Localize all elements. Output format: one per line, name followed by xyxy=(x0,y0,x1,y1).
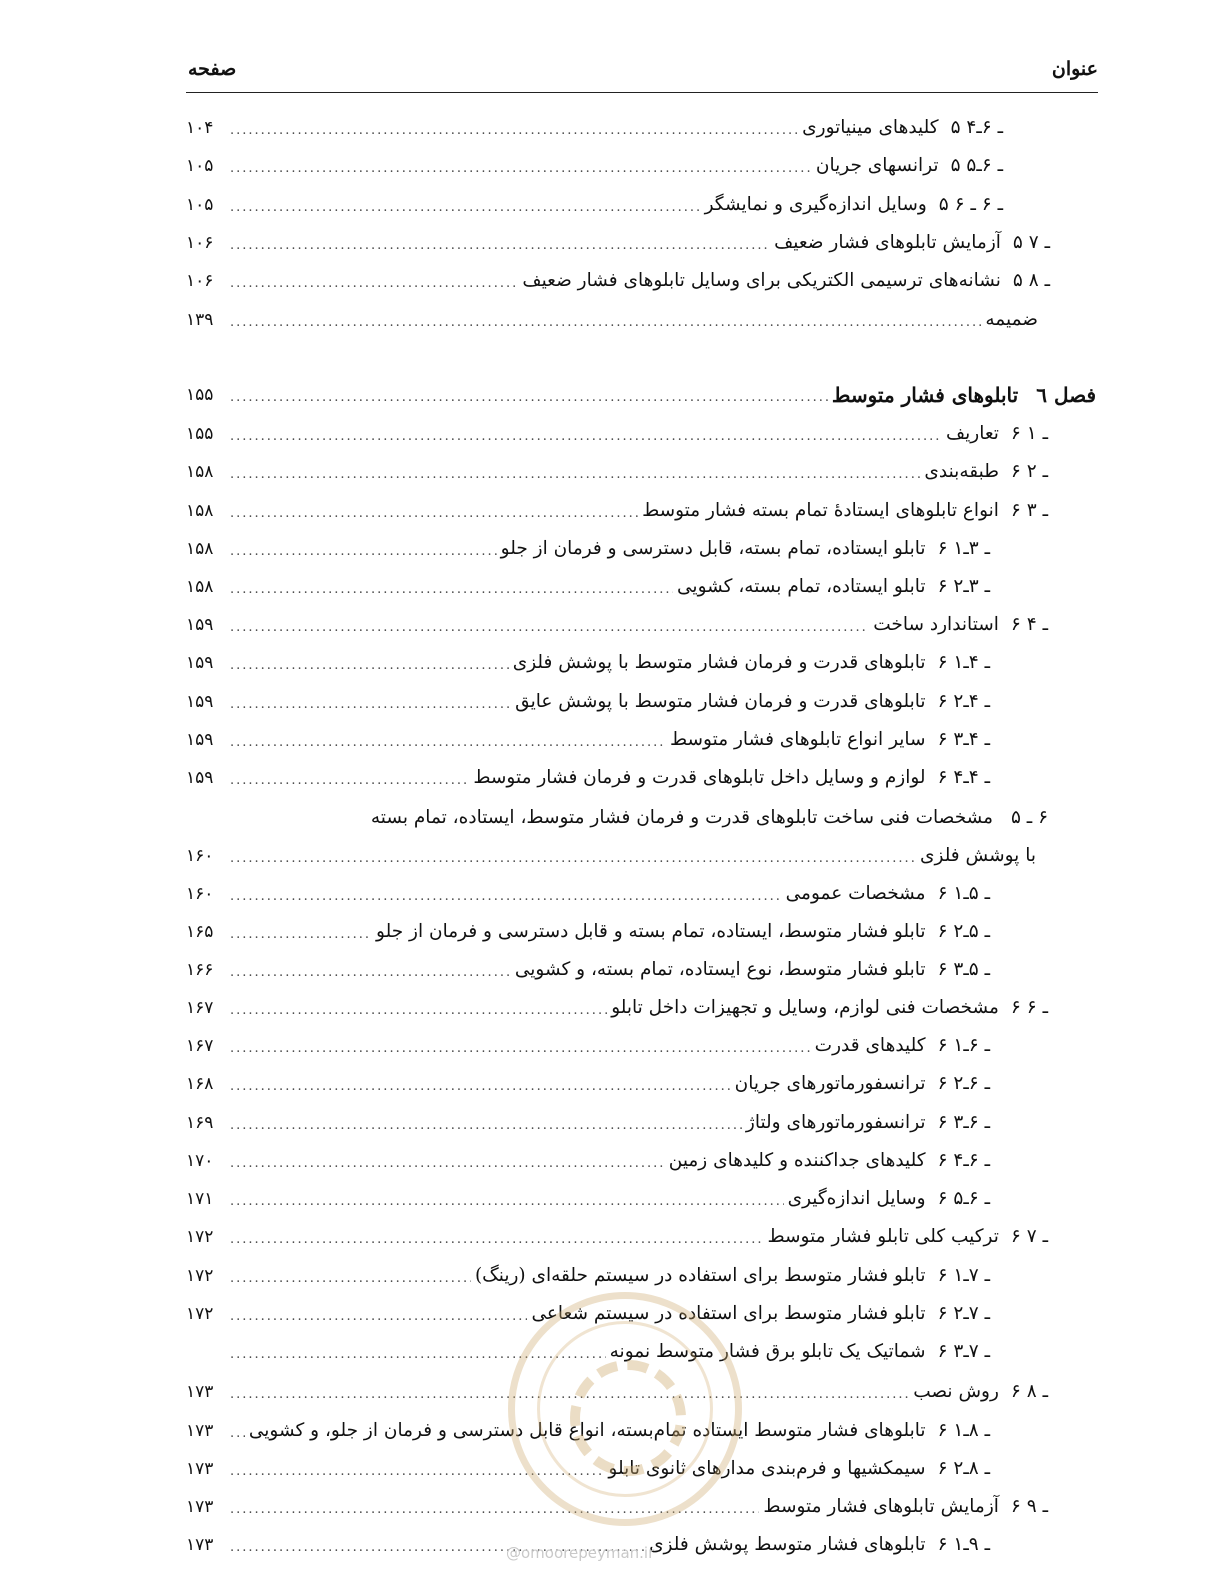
toc-entry xyxy=(186,725,990,755)
toc-title: لوازم و وسایل داخل تابلوهای قدرت و فرمان فشار متوسط xyxy=(473,767,926,788)
toc-number: ۶ ـ ۶ـ۴ xyxy=(937,1150,990,1171)
gear-icon xyxy=(570,1360,686,1476)
toc-title: آزمایش تابلوهای فشار متوسط xyxy=(763,1496,999,1517)
toc-page-number: ۱۷۲ xyxy=(186,1266,214,1286)
leader-dots xyxy=(230,266,518,296)
toc-number: ۶ ـ ۳ xyxy=(1010,500,1048,521)
toc-entry xyxy=(186,1108,990,1138)
toc-entry xyxy=(186,1031,990,1061)
toc-entry xyxy=(186,534,990,564)
toc-page-number: ۱۶۶ xyxy=(186,960,214,980)
toc-title: تابلو فشار متوسط، ایستاده، تمام بسته و قابل دسترسی و فرمان از جلو xyxy=(376,921,926,942)
toc-page-number: ۱۷۳ xyxy=(186,1421,214,1441)
leader-dots xyxy=(230,228,770,258)
toc-title: کلیدهای جداکننده و کلیدهای زمین xyxy=(668,1150,926,1171)
toc-number: ۶ ـ ۶ـ۳ xyxy=(937,1112,990,1133)
toc-chapter-heading xyxy=(186,380,1096,410)
toc-title: کلیدهای قدرت xyxy=(814,1035,926,1056)
toc-page-number: ۱۵۸ xyxy=(186,539,214,559)
toc-title: ترانسفورماتورهای جریان xyxy=(734,1073,926,1094)
toc-title: ترکیب کلی تابلو فشار متوسط xyxy=(767,1226,999,1247)
toc-entry xyxy=(186,266,1050,296)
leader-dots xyxy=(230,113,798,143)
toc-number: ۶ ـ ۸ـ۲ xyxy=(937,1458,990,1479)
toc-page-number: ۱۷۳ xyxy=(186,1459,214,1479)
toc-title: تابلوهای فشار متوسط پوشش فلزی xyxy=(649,1534,926,1555)
toc-number: ۶ ـ ۷ xyxy=(1010,1226,1048,1247)
toc-page-number: ۱۵۹ xyxy=(186,692,214,712)
toc-title: مشخصات فنی لوازم، وسایل و تجهیزات داخل تابلو xyxy=(611,997,999,1018)
toc-title: نشانه‌های ترسیمی الکتریکی برای وسایل تابلوهای فشار ضعیف xyxy=(522,270,1001,291)
leader-dots xyxy=(230,572,673,602)
toc-title: تابلو فشار متوسط برای استفاده در سیستم حلقه‌ای (رینگ) xyxy=(474,1265,926,1286)
toc-title: تابلو فشار متوسط برای استفاده در سیستم شعاعی xyxy=(531,1303,926,1324)
toc-number: ۶ ـ ۳ـ۱ xyxy=(937,538,990,559)
toc-number: ۵ ـ ۸ xyxy=(1012,270,1050,291)
toc-page-number: ۱۶۸ xyxy=(186,1074,214,1094)
toc-number: ۶ ـ ۳ـ۲ xyxy=(937,576,990,597)
toc-title: تابلوهای قدرت و فرمان فشار متوسط با پوشش عایق xyxy=(515,691,926,712)
toc-page-number: ۱۰۶ xyxy=(186,233,214,253)
toc-number: ۶ ـ ۵ـ۱ xyxy=(937,883,990,904)
toc-number: ۵ ـ ۶ـ۵ xyxy=(950,155,1003,176)
leader-dots xyxy=(230,380,828,410)
toc-number: ۵ ـ ۶ـ۴ xyxy=(950,117,1003,138)
toc-entry xyxy=(186,955,990,985)
toc-entry xyxy=(186,419,1048,449)
toc-title: سایر انواع تابلوهای فشار متوسط xyxy=(670,729,926,750)
header-page-label: صفحه xyxy=(188,58,237,80)
toc-number: ۶ ـ ۵ xyxy=(1010,807,1048,828)
toc-page-number: ۱۶۷ xyxy=(186,1036,214,1056)
leader-dots xyxy=(230,725,666,755)
toc-page-number: ۱۷۲ xyxy=(186,1227,214,1247)
toc-number: ۶ ـ ۴ xyxy=(1010,614,1048,635)
toc-page-number: ۱۰۵ xyxy=(186,156,214,176)
toc-title: تابلوهای فشار متوسط xyxy=(831,383,1019,407)
toc-entry xyxy=(186,917,990,947)
toc-title: با پوشش فلزی xyxy=(920,845,1036,866)
toc-page-number: ۱۵۵ xyxy=(186,424,214,444)
toc-title: کلیدهای مینیاتوری xyxy=(802,117,939,138)
toc-number: ۶ ـ ۶ xyxy=(1010,997,1048,1018)
header-rule xyxy=(186,92,1098,93)
toc-number: ۶ ـ ۷ـ۱ xyxy=(937,1265,990,1286)
toc-page-number: ۱۰۶ xyxy=(186,271,214,291)
toc-page-number: ۱۵۹ xyxy=(186,768,214,788)
toc-entry xyxy=(186,228,1050,258)
toc-title: تابلو فشار متوسط، نوع ایستاده، تمام بسته، و کشویی xyxy=(514,959,926,980)
toc-title: روش نصب xyxy=(913,1381,999,1402)
leader-dots xyxy=(230,955,511,985)
toc-number: ۶ ـ ۱ xyxy=(1010,423,1048,444)
toc-number: ۶ ـ ۹ـ۱ xyxy=(937,1534,990,1555)
toc-title: سیمکشیها و فرم‌بندی مدارهای ثانوی تابلو xyxy=(608,1458,926,1479)
toc-page-number: ۱۷۳ xyxy=(186,1382,214,1402)
toc-page-number: ۱۰۴ xyxy=(186,118,214,138)
toc-page-number: ۱۵۹ xyxy=(186,653,214,673)
toc-number: ۶ ـ ۶ـ۵ xyxy=(937,1188,990,1209)
toc-entry xyxy=(186,687,990,717)
toc-number: ۶ ـ ۶ـ۱ xyxy=(937,1035,990,1056)
toc-entry xyxy=(186,610,1048,640)
leader-dots xyxy=(230,1416,245,1446)
leader-dots xyxy=(230,457,920,487)
toc-entry xyxy=(186,879,990,909)
toc-number: ۶ ـ ۲ xyxy=(1010,461,1048,482)
toc-number: ۶ ـ ۴ـ۱ xyxy=(937,652,990,673)
toc-entry xyxy=(186,457,1048,487)
toc-entry xyxy=(186,151,1003,181)
toc-number: ۶ ـ ۴ـ۴ xyxy=(937,767,990,788)
toc-entry xyxy=(186,113,1003,143)
leader-dots xyxy=(230,841,916,871)
leader-dots xyxy=(230,917,372,947)
leader-dots xyxy=(230,1261,471,1291)
toc-page-number: ۱۵۸ xyxy=(186,501,214,521)
toc-page-number: ۱۶۷ xyxy=(186,998,214,1018)
toc-page-number: ۱۳۹ xyxy=(186,310,214,330)
toc-page-number: ۱۶۵ xyxy=(186,922,214,942)
toc-page-number: ۱۵۹ xyxy=(186,730,214,750)
leader-dots xyxy=(230,1299,527,1329)
leader-dots xyxy=(230,993,607,1023)
toc-page-number: ۱۵۵ xyxy=(186,385,214,405)
toc-title: وسایل اندازه‌گیری و نمایشگر xyxy=(704,194,927,215)
leader-dots xyxy=(230,879,782,909)
toc-entry xyxy=(186,1069,990,1099)
toc-page-number: ۱۷۱ xyxy=(186,1189,214,1209)
leader-dots xyxy=(230,1146,665,1176)
toc-page-number: ۱۷۲ xyxy=(186,1304,214,1324)
toc-page-number: ۱۶۹ xyxy=(186,1113,214,1133)
toc-entry xyxy=(186,1261,990,1291)
toc-number: ۶ ـ ۴ـ۳ xyxy=(937,729,990,750)
toc-title: تابلو ایستاده، تمام بسته، قابل دسترسی و فرمان از جلو xyxy=(500,538,926,559)
toc-page-number: ۱۶۰ xyxy=(186,846,214,866)
leader-dots xyxy=(230,305,981,335)
toc-entry xyxy=(186,648,990,678)
leader-dots xyxy=(230,496,638,526)
toc-entry xyxy=(186,1222,1048,1252)
toc-entry xyxy=(186,190,1003,220)
leader-dots xyxy=(230,1069,731,1099)
leader-dots xyxy=(230,687,511,717)
toc-number: ۵ ـ ۷ xyxy=(1012,232,1050,253)
toc-number: ۶ ـ ۶ـ۲ xyxy=(937,1073,990,1094)
toc-title: ضمیمه xyxy=(985,309,1038,330)
toc-title: وسایل اندازه‌گیری xyxy=(787,1188,926,1209)
toc-entry xyxy=(186,496,1048,526)
toc-title: شماتیک یک تابلو برق فشار متوسط نمونه xyxy=(609,1341,926,1362)
toc-title: تابلوهای قدرت و فرمان فشار متوسط با پوشش فلزی xyxy=(512,652,926,673)
toc-number: ۶ ـ ۵ـ۳ xyxy=(937,959,990,980)
toc-page-number: ۱۷۳ xyxy=(186,1497,214,1517)
toc-title: تابلوهای فشار متوسط ایستاده تمام‌بسته، انواع قابل دسترسی و فرمان از جلو، و کشویی xyxy=(248,1420,926,1441)
toc-number: ۶ ـ ۸ xyxy=(1010,1381,1048,1402)
header-title: عنوان xyxy=(1051,58,1098,80)
toc-entry xyxy=(186,763,990,793)
leader-dots xyxy=(230,1184,784,1214)
toc-page-number: ۱۷۰ xyxy=(186,1151,214,1171)
toc-number: ۶ ـ ۷ـ۳ xyxy=(937,1341,990,1362)
toc-title: تابلو ایستاده، تمام بسته، کشویی xyxy=(677,576,926,597)
toc-number: ۵ ـ ۶ ـ ۶ xyxy=(938,194,1003,215)
toc-entry xyxy=(186,993,1048,1023)
leader-dots xyxy=(230,190,701,220)
toc-page-number: ۱۵۹ xyxy=(186,615,214,635)
leader-dots xyxy=(230,763,469,793)
toc-entry xyxy=(186,841,1048,871)
watermark-text: @omoorepeyman.ir xyxy=(506,1544,655,1562)
toc-title: آزمایش تابلوهای فشار ضعیف xyxy=(774,232,1001,253)
leader-dots xyxy=(230,151,812,181)
toc-page-number: ۱۵۸ xyxy=(186,577,214,597)
leader-dots xyxy=(230,1222,763,1252)
toc-title: تعاریف xyxy=(945,423,999,444)
toc-number: ۶ ـ ۴ـ۲ xyxy=(937,691,990,712)
toc-title: مشخصات فنی ساخت تابلوهای قدرت و فرمان فشار متوسط، ایستاده، تمام بسته xyxy=(370,807,994,828)
leader-dots xyxy=(230,648,509,678)
toc-page-number: ۱۶۰ xyxy=(186,884,214,904)
leader-dots xyxy=(230,610,869,640)
toc-title: استاندارد ساخت xyxy=(873,614,999,635)
toc-entry xyxy=(186,1146,990,1176)
toc-number: فصل ٦ xyxy=(1036,383,1096,407)
toc-title: طبقه‌بندی xyxy=(924,461,999,482)
toc-entry xyxy=(186,305,1050,335)
leader-dots xyxy=(230,419,942,449)
toc-title: مشخصات عمومی xyxy=(785,883,926,904)
toc-entry-continued xyxy=(186,803,1048,833)
toc-page-number: ۱۵۸ xyxy=(186,462,214,482)
toc-number: ۶ ـ ۵ـ۲ xyxy=(937,921,990,942)
leader-dots xyxy=(230,1031,811,1061)
leader-dots xyxy=(230,1108,742,1138)
toc-title: ترانسهای جریان xyxy=(815,155,939,176)
toc-entry xyxy=(186,1184,990,1214)
leader-dots xyxy=(230,534,497,564)
toc-number: ۶ ـ ۷ـ۲ xyxy=(937,1303,990,1324)
toc-page-number: ۱۰۵ xyxy=(186,195,214,215)
toc-title: انواع تابلوهای ایستادهٔ تمام بسته فشار متوسط xyxy=(642,500,999,521)
toc-page-number: ۱۷۳ xyxy=(186,1535,214,1555)
toc-number: ۶ ـ ۹ xyxy=(1010,1496,1048,1517)
toc-number: ۶ ـ ۸ـ۱ xyxy=(937,1420,990,1441)
toc-title: ترانسفورماتورهای ولتاژ xyxy=(745,1112,926,1133)
toc-entry xyxy=(186,572,990,602)
